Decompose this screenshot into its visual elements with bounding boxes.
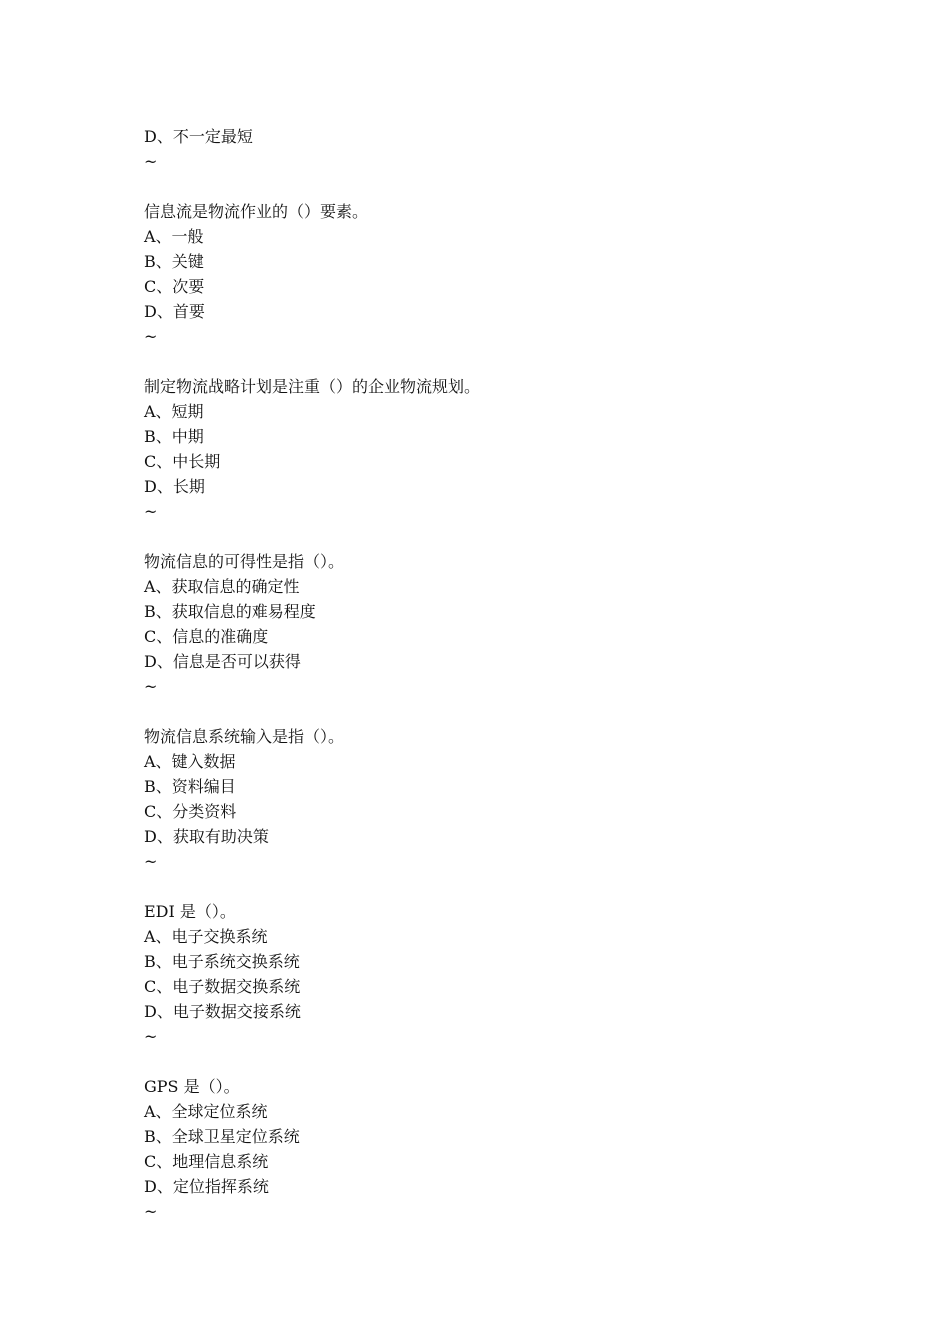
option-line: D、电子数据交接系统	[144, 1002, 301, 1021]
option-line: C、信息的准确度	[144, 627, 269, 646]
question-text: EDI 是（）。	[144, 902, 236, 921]
question-block	[144, 374, 950, 549]
spacer	[144, 524, 950, 549]
option-line: D、不一定最短	[144, 127, 253, 146]
question-block	[144, 549, 950, 724]
option-line: A、获取信息的确定性	[144, 577, 300, 596]
spacer	[144, 874, 950, 899]
question-text: 物流信息的可得性是指（）。	[144, 552, 345, 571]
question-text: GPS 是（）。	[144, 1077, 240, 1096]
separator: ~	[144, 152, 158, 171]
question-block	[144, 199, 950, 374]
option-line: D、长期	[144, 477, 205, 496]
option-line: A、键入数据	[144, 752, 236, 771]
option-line: D、信息是否可以获得	[144, 652, 301, 671]
option-line: A、全球定位系统	[144, 1102, 268, 1121]
option-line: C、中长期	[144, 452, 221, 471]
separator: ~	[144, 852, 158, 871]
question-block	[144, 899, 950, 1074]
option-line: C、次要	[144, 277, 205, 296]
spacer	[144, 1049, 950, 1074]
spacer	[144, 349, 950, 374]
question-text: 物流信息系统输入是指（）。	[144, 727, 345, 746]
option-line: A、短期	[144, 402, 204, 421]
question-block	[144, 1074, 950, 1224]
option-line: D、定位指挥系统	[144, 1177, 269, 1196]
question-text: 制定物流战略计划是注重（）的企业物流规划。	[144, 377, 481, 396]
option-line: B、中期	[144, 427, 204, 446]
option-line: B、全球卫星定位系统	[144, 1127, 300, 1146]
option-line: D、首要	[144, 302, 205, 321]
option-line: A、电子交换系统	[144, 927, 268, 946]
option-line: D、获取有助决策	[144, 827, 269, 846]
separator: ~	[144, 327, 158, 346]
option-line: B、电子系统交换系统	[144, 952, 300, 971]
option-line: C、电子数据交换系统	[144, 977, 301, 996]
spacer	[144, 174, 950, 199]
separator: ~	[144, 1027, 158, 1046]
question-text: 信息流是物流作业的（）要素。	[144, 202, 369, 221]
option-line: B、关键	[144, 252, 204, 271]
spacer	[144, 699, 950, 724]
option-line: B、获取信息的难易程度	[144, 602, 316, 621]
separator: ~	[144, 1202, 158, 1221]
separator: ~	[144, 677, 158, 696]
option-line: A、一般	[144, 227, 204, 246]
option-line: C、分类资料	[144, 802, 237, 821]
option-line: B、资料编目	[144, 777, 236, 796]
separator: ~	[144, 502, 158, 521]
option-line: C、地理信息系统	[144, 1152, 269, 1171]
question-block	[144, 724, 950, 899]
